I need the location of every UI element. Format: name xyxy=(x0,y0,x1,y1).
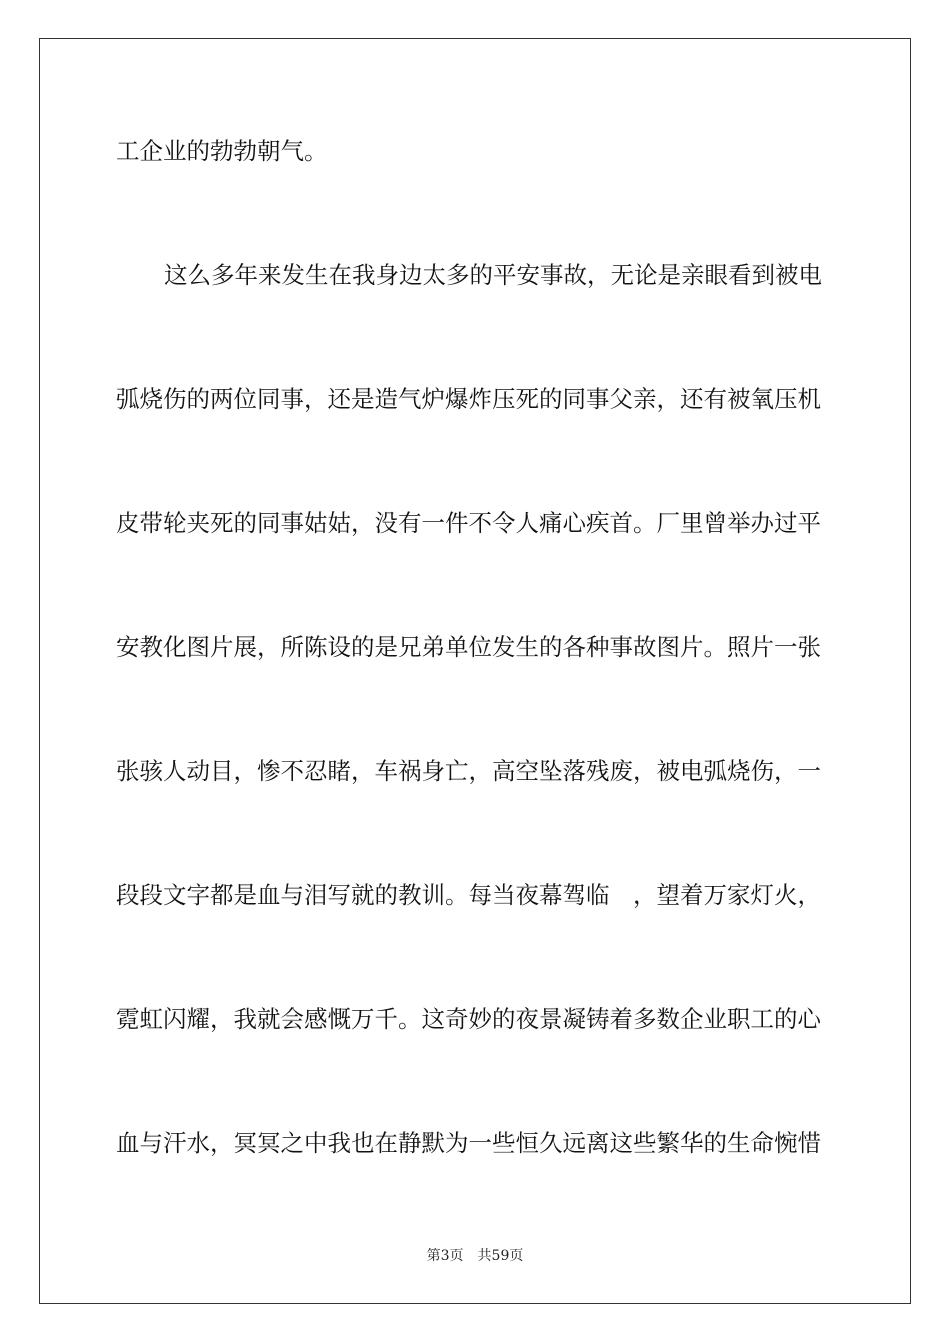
text-line-4: 皮带轮夹死的同事姑姑，没有一件不令人痛心疾首。厂里曾举办过平 xyxy=(116,509,821,537)
page-number: 第3页 xyxy=(426,1248,464,1264)
page-footer xyxy=(0,1247,950,1265)
page-total: 共59页 xyxy=(477,1248,524,1264)
text-line-9: 血与汗水，冥冥之中我也在静默为一些恒久远离这些繁华的生命惋惜 xyxy=(116,1129,821,1157)
text-line-1: 工企业的勃勃朝气。 xyxy=(116,137,328,165)
text-line-6: 张骇人动目，惨不忍睹，车祸身亡，高空坠落残废，被电弧烧伤，一 xyxy=(116,757,821,785)
text-line-5: 安教化图片展，所陈设的是兄弟单位发生的各种事故图片。照片一张 xyxy=(116,633,821,661)
text-line-3: 弧烧伤的两位同事，还是造气炉爆炸压死的同事父亲，还有被氧压机 xyxy=(116,385,821,413)
text-line-8: 霓虹闪耀，我就会感慨万千。这奇妙的夜景凝铸着多数企业职工的心 xyxy=(116,1005,821,1033)
text-line-2: 这么多年来发生在我身边太多的平安事故，无论是亲眼看到被电 xyxy=(164,261,822,289)
page-border xyxy=(39,38,911,1304)
text-line-7: 段段文字都是血与泪写就的教训。每当夜幕驾临 ，望着万家灯火， xyxy=(116,881,821,909)
